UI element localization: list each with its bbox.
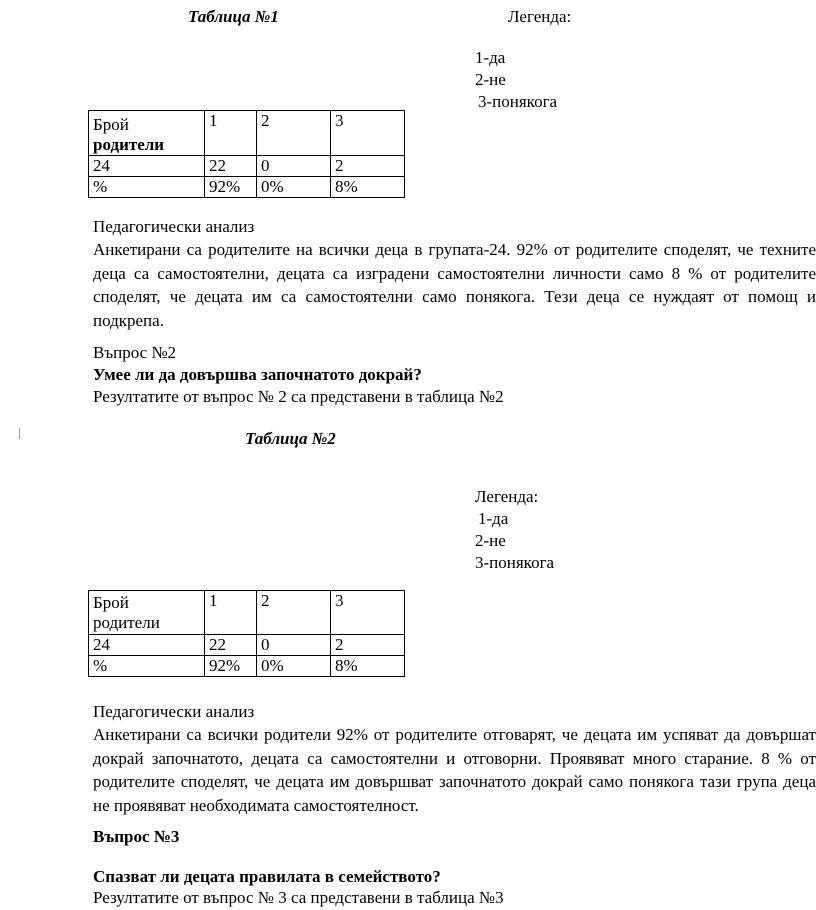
table-row bbox=[89, 111, 405, 156]
margin-mark bbox=[19, 428, 20, 439]
table-cell: 0 bbox=[257, 156, 331, 177]
table-cell: 22 bbox=[205, 635, 257, 656]
table-header-cell: 3 bbox=[331, 111, 405, 156]
table2-legend-item-2: 2-не bbox=[475, 531, 506, 550]
table-header-cell: 1 bbox=[205, 591, 257, 635]
table1-legend-item-1: 1-да bbox=[475, 48, 506, 67]
header-roditeli: родители bbox=[93, 613, 160, 632]
table-cell: 22 bbox=[205, 156, 257, 177]
table-cell: 92% bbox=[205, 656, 257, 677]
header-brou: Брой bbox=[93, 115, 129, 134]
question2-results: Резултатите от въпрос № 2 са представени в таблица №2 bbox=[93, 387, 504, 406]
table2 bbox=[88, 590, 405, 677]
table-cell: % bbox=[89, 656, 205, 677]
table1 bbox=[88, 110, 405, 198]
table-header-cell: 2 bbox=[257, 111, 331, 156]
table-row bbox=[89, 177, 405, 198]
question2-label: Въпрос №2 bbox=[93, 343, 177, 362]
table1-analysis-text: Анкетирани са родителите на всички деца в групата-24. 92% от родителите споделят, че техните деца са самостоятелни, децата са изградени самостоятелни личности само 8 % от родителите споделят, че децата им са самостоятелни само понякога. Тези деца се нуждаят от помощ и подкрепа. bbox=[93, 240, 816, 330]
table2-analysis-title: Педагогически анализ bbox=[93, 702, 255, 721]
table-cell: 8% bbox=[331, 656, 405, 677]
table-row bbox=[89, 591, 405, 635]
question3-label: Въпрос №3 bbox=[93, 827, 180, 846]
table-row bbox=[89, 656, 405, 677]
table1-legend-item-3: 3-понякога bbox=[478, 92, 558, 111]
table-cell: 92% bbox=[205, 177, 257, 198]
table-row bbox=[89, 156, 405, 177]
table2-legend-item-3: 3-понякога bbox=[475, 553, 555, 572]
table2-analysis-text: Анкетирани са всички родители 92% от родителите отговарят, че децата им успяват да довършат докрай започнатото, децата са самостоятелни и отговорни. Проявяват много старание. 8 % от родителите споделят, че децата им довършват започнатото докрай само понякога тази група деца не проявяват необходимата самостоятелност. bbox=[93, 725, 816, 815]
table-row bbox=[89, 635, 405, 656]
question3-results: Резултатите от въпрос № 3 са представени в таблица №3 bbox=[93, 888, 504, 907]
question2-text: Умее ли да довършва започнатото докрай? bbox=[93, 365, 422, 384]
table1-legend-item-2: 2-не bbox=[475, 70, 506, 89]
question3-text: Спазват ли децата правилата в семейството? bbox=[93, 867, 441, 886]
table-cell: 2 bbox=[331, 635, 405, 656]
table2-legend-title: Легенда: bbox=[475, 487, 539, 506]
table1-legend-title: Легенда: bbox=[508, 7, 572, 26]
table-cell: % bbox=[89, 177, 205, 198]
table-header-cell: 2 bbox=[257, 591, 331, 635]
table-header-cell: 1 bbox=[205, 111, 257, 156]
table-cell: 24 bbox=[89, 156, 205, 177]
table2-legend-item-1: 1-да bbox=[478, 509, 509, 528]
table-header-cell bbox=[89, 111, 205, 156]
header-roditeli: родители bbox=[93, 135, 165, 154]
table-cell: 0 bbox=[257, 635, 331, 656]
table-cell: 8% bbox=[331, 177, 405, 198]
table-cell: 0% bbox=[257, 177, 331, 198]
table-header-cell bbox=[89, 591, 205, 635]
table-header-cell: 3 bbox=[331, 591, 405, 635]
table1-title: Таблица №1 bbox=[188, 7, 279, 26]
table-cell: 2 bbox=[331, 156, 405, 177]
table1-analysis-title: Педагогически анализ bbox=[93, 217, 255, 236]
table-cell: 0% bbox=[257, 656, 331, 677]
table-cell: 24 bbox=[89, 635, 205, 656]
header-brou: Брой bbox=[93, 593, 129, 612]
table2-title: Таблица №2 bbox=[245, 429, 336, 448]
